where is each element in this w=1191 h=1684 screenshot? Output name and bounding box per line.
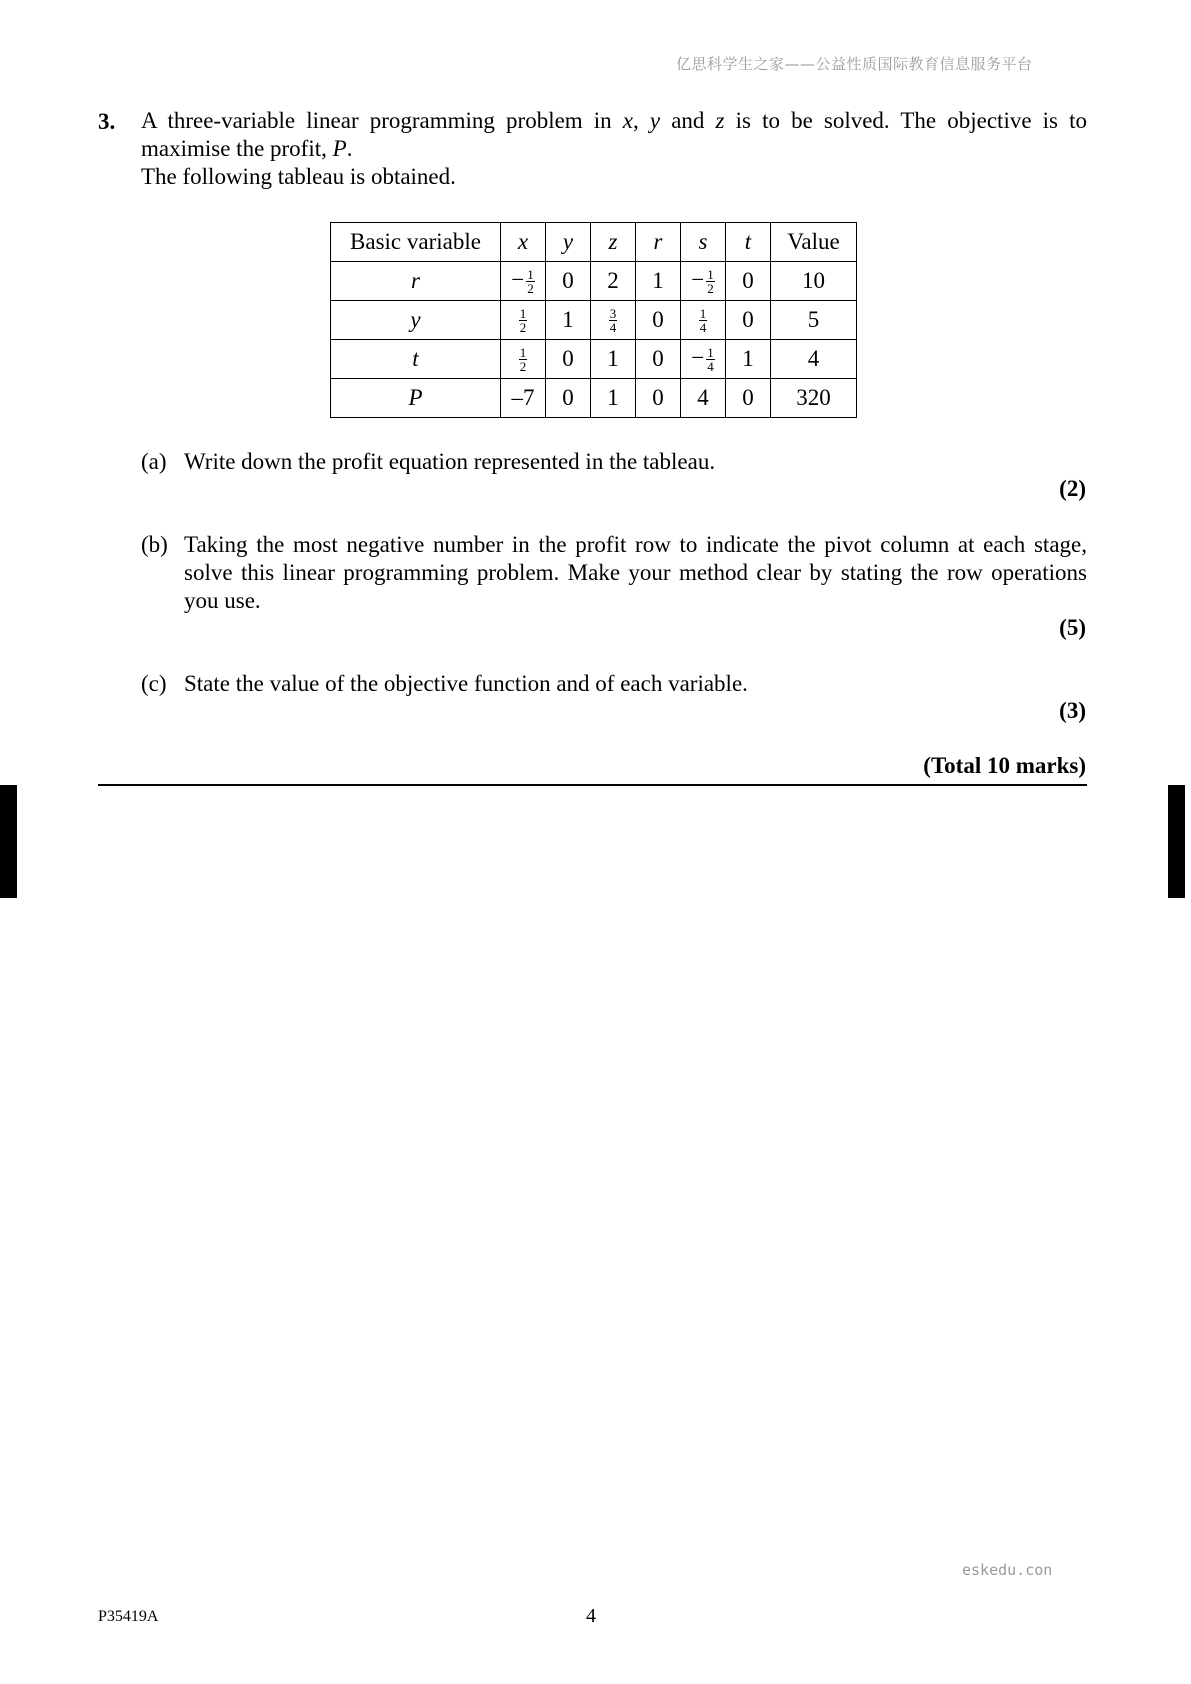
cell-value: 5	[771, 301, 857, 340]
cell-t: 1	[726, 340, 771, 379]
watermark-footer: eskedu.con	[962, 1561, 1053, 1579]
basic-var-cell: P	[331, 379, 501, 418]
cell-z: 2	[591, 262, 636, 301]
cell-x	[501, 301, 546, 340]
fraction: $\frac{1}{2}$	[519, 306, 527, 336]
var-z: z	[715, 108, 725, 133]
part-text-line-3: you use.	[184, 588, 261, 613]
cell-r: 0	[636, 379, 681, 418]
cell-x: − $\frac{1}{2}$	[501, 262, 546, 301]
tableau-row-y	[331, 301, 857, 340]
cell-value: 320	[771, 379, 857, 418]
cell-s: − $\frac{1}{4}$	[681, 340, 726, 379]
part-a	[141, 448, 1087, 476]
cell-s	[681, 301, 726, 340]
fraction: $\frac{1}{2}$	[707, 267, 714, 297]
question-number: 3.	[98, 109, 116, 134]
cell-z	[591, 301, 636, 340]
part-text: Write down the profit equation represented in the tableau.	[184, 449, 716, 474]
fraction: $\frac{1}{2}$	[519, 345, 527, 375]
tableau-row-r	[331, 262, 857, 301]
cell-s: − $\frac{1}{2}$	[681, 262, 726, 301]
cell-t: 0	[726, 262, 771, 301]
fraction: $\frac{3}{4}$	[609, 306, 617, 336]
part-text-line-2: solve this linear programming problem. Make your method clear by stating the row operations	[184, 560, 1087, 585]
marks-b: (5)	[1059, 615, 1086, 640]
cell-y: 1	[546, 301, 591, 340]
header-value: Value	[771, 223, 857, 262]
var-x: x	[622, 108, 634, 133]
part-b	[141, 531, 1087, 615]
tableau-row-p	[331, 379, 857, 418]
simplex-tableau	[330, 222, 857, 418]
header-r: r	[636, 223, 681, 262]
cell-r: 0	[636, 340, 681, 379]
stem-line-3: The following tableau is obtained.	[141, 164, 456, 189]
header-t: t	[726, 223, 771, 262]
stem-line-1: A three-variable linear programming problem in x, y and z is to be solved. The objective is to	[141, 108, 1088, 133]
fraction: $\frac{1}{2}$	[527, 267, 534, 297]
basic-var-cell: t	[331, 340, 501, 379]
marks-c: (3)	[1059, 698, 1086, 723]
tableau-row-t	[331, 340, 857, 379]
cell-t: 0	[726, 379, 771, 418]
cell-y: 0	[546, 379, 591, 418]
header-z: z	[591, 223, 636, 262]
section-divider	[98, 784, 1087, 786]
margin-mark-left	[0, 785, 17, 898]
cell-z: 1	[591, 379, 636, 418]
part-text-line-1: Taking the most negative number in the profit row to indicate the pivot column at each stage,	[184, 532, 1087, 557]
cell-value: 10	[771, 262, 857, 301]
cell-z: 1	[591, 340, 636, 379]
basic-var-cell: r	[331, 262, 501, 301]
cell-y: 0	[546, 262, 591, 301]
marks-a: (2)	[1059, 476, 1086, 501]
basic-var-cell: y	[331, 301, 501, 340]
question-stem	[141, 107, 1087, 191]
part-label: (b)	[141, 532, 168, 557]
part-text: State the value of the objective function and of each variable.	[184, 671, 748, 696]
cell-r: 1	[636, 262, 681, 301]
var-p: P	[332, 136, 347, 161]
cell-r: 0	[636, 301, 681, 340]
cell-x	[501, 340, 546, 379]
paper-code: P35419A	[98, 1608, 159, 1625]
page-number: 4	[586, 1605, 596, 1627]
header-basic-variable: Basic variable	[331, 223, 501, 262]
part-label: (a)	[141, 449, 167, 474]
tableau-header-row	[331, 223, 857, 262]
cell-s: 4	[681, 379, 726, 418]
header-y: y	[546, 223, 591, 262]
part-label: (c)	[141, 671, 167, 696]
header-x: x	[501, 223, 546, 262]
margin-mark-right	[1168, 785, 1185, 898]
cell-t: 0	[726, 301, 771, 340]
cell-value: 4	[771, 340, 857, 379]
watermark-header: 亿思科学生之家——公益性质国际教育信息服务平台	[676, 55, 1033, 73]
var-y: y	[649, 108, 661, 133]
header-s: s	[681, 223, 726, 262]
total-marks: (Total 10 marks)	[923, 753, 1086, 778]
stem-line-2: maximise the profit, P.	[141, 136, 353, 161]
fraction: $\frac{1}{4}$	[699, 306, 707, 336]
cell-x: –7	[501, 379, 546, 418]
part-c	[141, 670, 1087, 698]
cell-y: 0	[546, 340, 591, 379]
fraction: $\frac{1}{4}$	[707, 345, 714, 375]
